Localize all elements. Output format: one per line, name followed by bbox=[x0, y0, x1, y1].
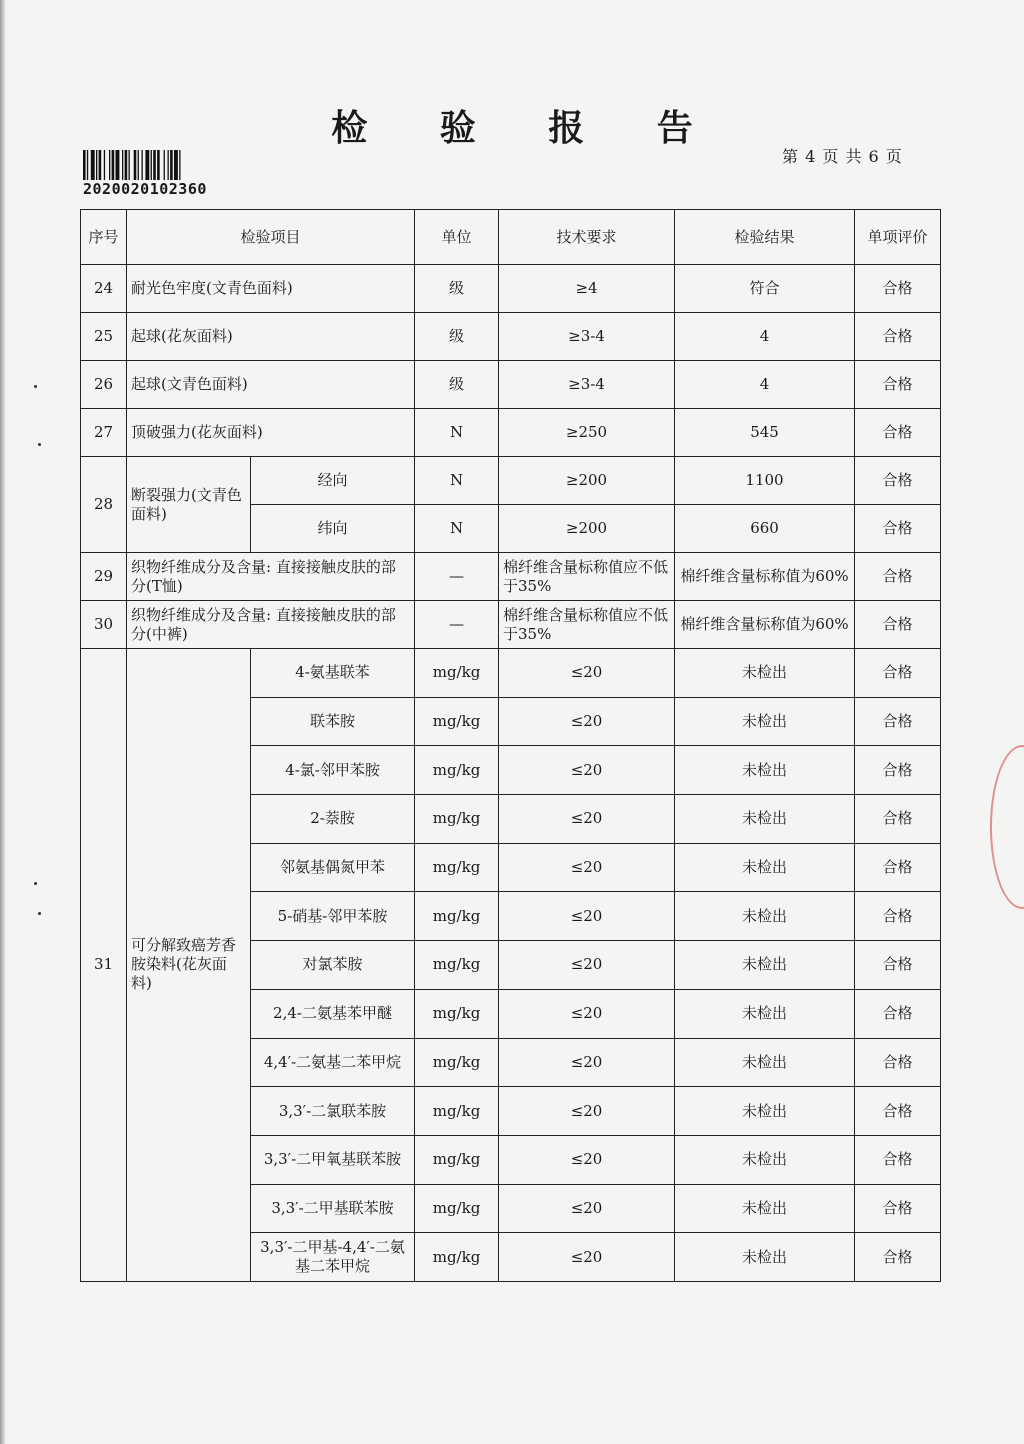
row-result: 未检出 bbox=[675, 892, 855, 941]
row-unit: N bbox=[415, 409, 499, 457]
row-result: 未检出 bbox=[675, 795, 855, 844]
row-requirement: ≤20 bbox=[499, 1184, 675, 1233]
row-item: 织物纤维成分及含量: 直接接触皮肤的部分(T恤) bbox=[127, 553, 415, 601]
header-evaluation: 单项评价 bbox=[855, 210, 941, 265]
row-evaluation: 合格 bbox=[855, 361, 941, 409]
report-title: 检 验 报 告 bbox=[331, 107, 723, 149]
row-item: 断裂强力(文青色面料) bbox=[127, 457, 251, 553]
row-no: 28 bbox=[81, 457, 127, 553]
row-evaluation: 合格 bbox=[855, 265, 941, 313]
row-subitem: 2,4-二氨基苯甲醚 bbox=[251, 989, 415, 1038]
row-evaluation: 合格 bbox=[855, 795, 941, 844]
barcode bbox=[83, 150, 243, 180]
row-subitem: 4-氨基联苯 bbox=[251, 649, 415, 698]
row-requirement: ≥200 bbox=[499, 505, 675, 553]
row-result: 未检出 bbox=[675, 1184, 855, 1233]
row-evaluation: 合格 bbox=[855, 1135, 941, 1184]
row-requirement: ≤20 bbox=[499, 892, 675, 941]
row-result: 545 bbox=[675, 409, 855, 457]
row-requirement: ≥200 bbox=[499, 457, 675, 505]
row-requirement: ≥3-4 bbox=[499, 313, 675, 361]
header-result: 检验结果 bbox=[675, 210, 855, 265]
row-result: 棉纤维含量标称值为60% bbox=[675, 601, 855, 649]
row-subitem: 3,3′-二甲基-4,4′-二氨基二苯甲烷 bbox=[251, 1233, 415, 1282]
row-subitem: 邻氨基偶氮甲苯 bbox=[251, 843, 415, 892]
row-result: 未检出 bbox=[675, 649, 855, 698]
row-requirement: ≤20 bbox=[499, 1038, 675, 1087]
row-result: 未检出 bbox=[675, 989, 855, 1038]
row-unit: mg/kg bbox=[415, 1233, 499, 1282]
scan-speck bbox=[38, 912, 41, 915]
row-result: 660 bbox=[675, 505, 855, 553]
row-evaluation: 合格 bbox=[855, 553, 941, 601]
table-row bbox=[81, 553, 941, 601]
header-unit: 单位 bbox=[415, 210, 499, 265]
row-evaluation: 合格 bbox=[855, 409, 941, 457]
header-no: 序号 bbox=[81, 210, 127, 265]
row-requirement: ≤20 bbox=[499, 746, 675, 795]
row-requirement: ≤20 bbox=[499, 697, 675, 746]
row-evaluation: 合格 bbox=[855, 1233, 941, 1282]
row-subitem: 4,4′-二氨基二苯甲烷 bbox=[251, 1038, 415, 1087]
barcode-number: 2020020102360 bbox=[83, 180, 207, 198]
inspection-table bbox=[80, 209, 941, 1282]
row-unit: mg/kg bbox=[415, 1038, 499, 1087]
row-result: 未检出 bbox=[675, 697, 855, 746]
row-requirement: 棉纤维含量标称值应不低于35% bbox=[499, 601, 675, 649]
table-row bbox=[81, 361, 941, 409]
row-item: 起球(花灰面料) bbox=[127, 313, 415, 361]
table-row bbox=[81, 409, 941, 457]
page-edge bbox=[0, 0, 6, 1444]
header-item: 检验项目 bbox=[127, 210, 415, 265]
table-row bbox=[81, 601, 941, 649]
row-unit: mg/kg bbox=[415, 1184, 499, 1233]
row-evaluation: 合格 bbox=[855, 505, 941, 553]
row-no: 24 bbox=[81, 265, 127, 313]
header-row bbox=[81, 210, 941, 265]
row-requirement: ≤20 bbox=[499, 989, 675, 1038]
table-row bbox=[81, 265, 941, 313]
row-no: 29 bbox=[81, 553, 127, 601]
row-unit: — bbox=[415, 601, 499, 649]
row-unit: mg/kg bbox=[415, 649, 499, 698]
scan-speck bbox=[34, 882, 37, 885]
header-requirement: 技术要求 bbox=[499, 210, 675, 265]
row-requirement: ≥4 bbox=[499, 265, 675, 313]
row-result: 未检出 bbox=[675, 843, 855, 892]
row-unit: mg/kg bbox=[415, 892, 499, 941]
row-unit: mg/kg bbox=[415, 941, 499, 990]
scan-speck bbox=[34, 385, 37, 388]
row-evaluation: 合格 bbox=[855, 457, 941, 505]
row-no: 25 bbox=[81, 313, 127, 361]
row-requirement: ≤20 bbox=[499, 795, 675, 844]
row-requirement: ≤20 bbox=[499, 1087, 675, 1136]
row-evaluation: 合格 bbox=[855, 892, 941, 941]
row-result: 符合 bbox=[675, 265, 855, 313]
row-subitem: 对氯苯胺 bbox=[251, 941, 415, 990]
row-unit: — bbox=[415, 553, 499, 601]
row-requirement: ≤20 bbox=[499, 843, 675, 892]
row-result: 未检出 bbox=[675, 746, 855, 795]
table-row bbox=[81, 649, 941, 698]
page-number: 第 4 页 共 6 页 bbox=[782, 147, 902, 166]
row-evaluation: 合格 bbox=[855, 843, 941, 892]
row-item: 织物纤维成分及含量: 直接接触皮肤的部分(中裤) bbox=[127, 601, 415, 649]
table-row bbox=[81, 457, 941, 505]
row-requirement: ≥250 bbox=[499, 409, 675, 457]
row-requirement: ≤20 bbox=[499, 649, 675, 698]
row-requirement: ≥3-4 bbox=[499, 361, 675, 409]
row-subitem: 纬向 bbox=[251, 505, 415, 553]
row-unit: 级 bbox=[415, 361, 499, 409]
row-result: 4 bbox=[675, 361, 855, 409]
row-unit: mg/kg bbox=[415, 795, 499, 844]
row-evaluation: 合格 bbox=[855, 1038, 941, 1087]
row-subitem: 2-萘胺 bbox=[251, 795, 415, 844]
row-subitem: 联苯胺 bbox=[251, 697, 415, 746]
row-result: 棉纤维含量标称值为60% bbox=[675, 553, 855, 601]
row-no: 26 bbox=[81, 361, 127, 409]
row-evaluation: 合格 bbox=[855, 1087, 941, 1136]
row-unit: 级 bbox=[415, 265, 499, 313]
row-result: 4 bbox=[675, 313, 855, 361]
row-evaluation: 合格 bbox=[855, 313, 941, 361]
row-unit: mg/kg bbox=[415, 697, 499, 746]
row-result: 1100 bbox=[675, 457, 855, 505]
row-subitem: 4-氯-邻甲苯胺 bbox=[251, 746, 415, 795]
red-seal-stamp bbox=[990, 745, 1024, 909]
row-no: 27 bbox=[81, 409, 127, 457]
row-evaluation: 合格 bbox=[855, 746, 941, 795]
row-evaluation: 合格 bbox=[855, 649, 941, 698]
row-requirement: 棉纤维含量标称值应不低于35% bbox=[499, 553, 675, 601]
row-unit: mg/kg bbox=[415, 989, 499, 1038]
row-item: 起球(文青色面料) bbox=[127, 361, 415, 409]
row-unit: mg/kg bbox=[415, 1087, 499, 1136]
row-result: 未检出 bbox=[675, 1135, 855, 1184]
row-item: 耐光色牢度(文青色面料) bbox=[127, 265, 415, 313]
table-row bbox=[81, 313, 941, 361]
row-subitem: 3,3′-二甲基联苯胺 bbox=[251, 1184, 415, 1233]
row-result: 未检出 bbox=[675, 1233, 855, 1282]
row-requirement: ≤20 bbox=[499, 1135, 675, 1184]
row-subitem: 经向 bbox=[251, 457, 415, 505]
row-unit: 级 bbox=[415, 313, 499, 361]
row-subitem: 3,3′-二甲氧基联苯胺 bbox=[251, 1135, 415, 1184]
row-requirement: ≤20 bbox=[499, 1233, 675, 1282]
row-evaluation: 合格 bbox=[855, 1184, 941, 1233]
row-item: 顶破强力(花灰面料) bbox=[127, 409, 415, 457]
row-item: 可分解致癌芳香胺染料(花灰面料) bbox=[127, 649, 251, 1282]
row-unit: N bbox=[415, 505, 499, 553]
row-requirement: ≤20 bbox=[499, 941, 675, 990]
row-evaluation: 合格 bbox=[855, 601, 941, 649]
row-subitem: 3,3′-二氯联苯胺 bbox=[251, 1087, 415, 1136]
row-unit: mg/kg bbox=[415, 1135, 499, 1184]
row-evaluation: 合格 bbox=[855, 989, 941, 1038]
row-no: 30 bbox=[81, 601, 127, 649]
scan-speck bbox=[38, 443, 41, 446]
row-result: 未检出 bbox=[675, 1087, 855, 1136]
row-result: 未检出 bbox=[675, 1038, 855, 1087]
row-no: 31 bbox=[81, 649, 127, 1282]
row-evaluation: 合格 bbox=[855, 697, 941, 746]
row-subitem: 5-硝基-邻甲苯胺 bbox=[251, 892, 415, 941]
row-unit: mg/kg bbox=[415, 843, 499, 892]
row-unit: mg/kg bbox=[415, 746, 499, 795]
row-result: 未检出 bbox=[675, 941, 855, 990]
row-unit: N bbox=[415, 457, 499, 505]
row-evaluation: 合格 bbox=[855, 941, 941, 990]
